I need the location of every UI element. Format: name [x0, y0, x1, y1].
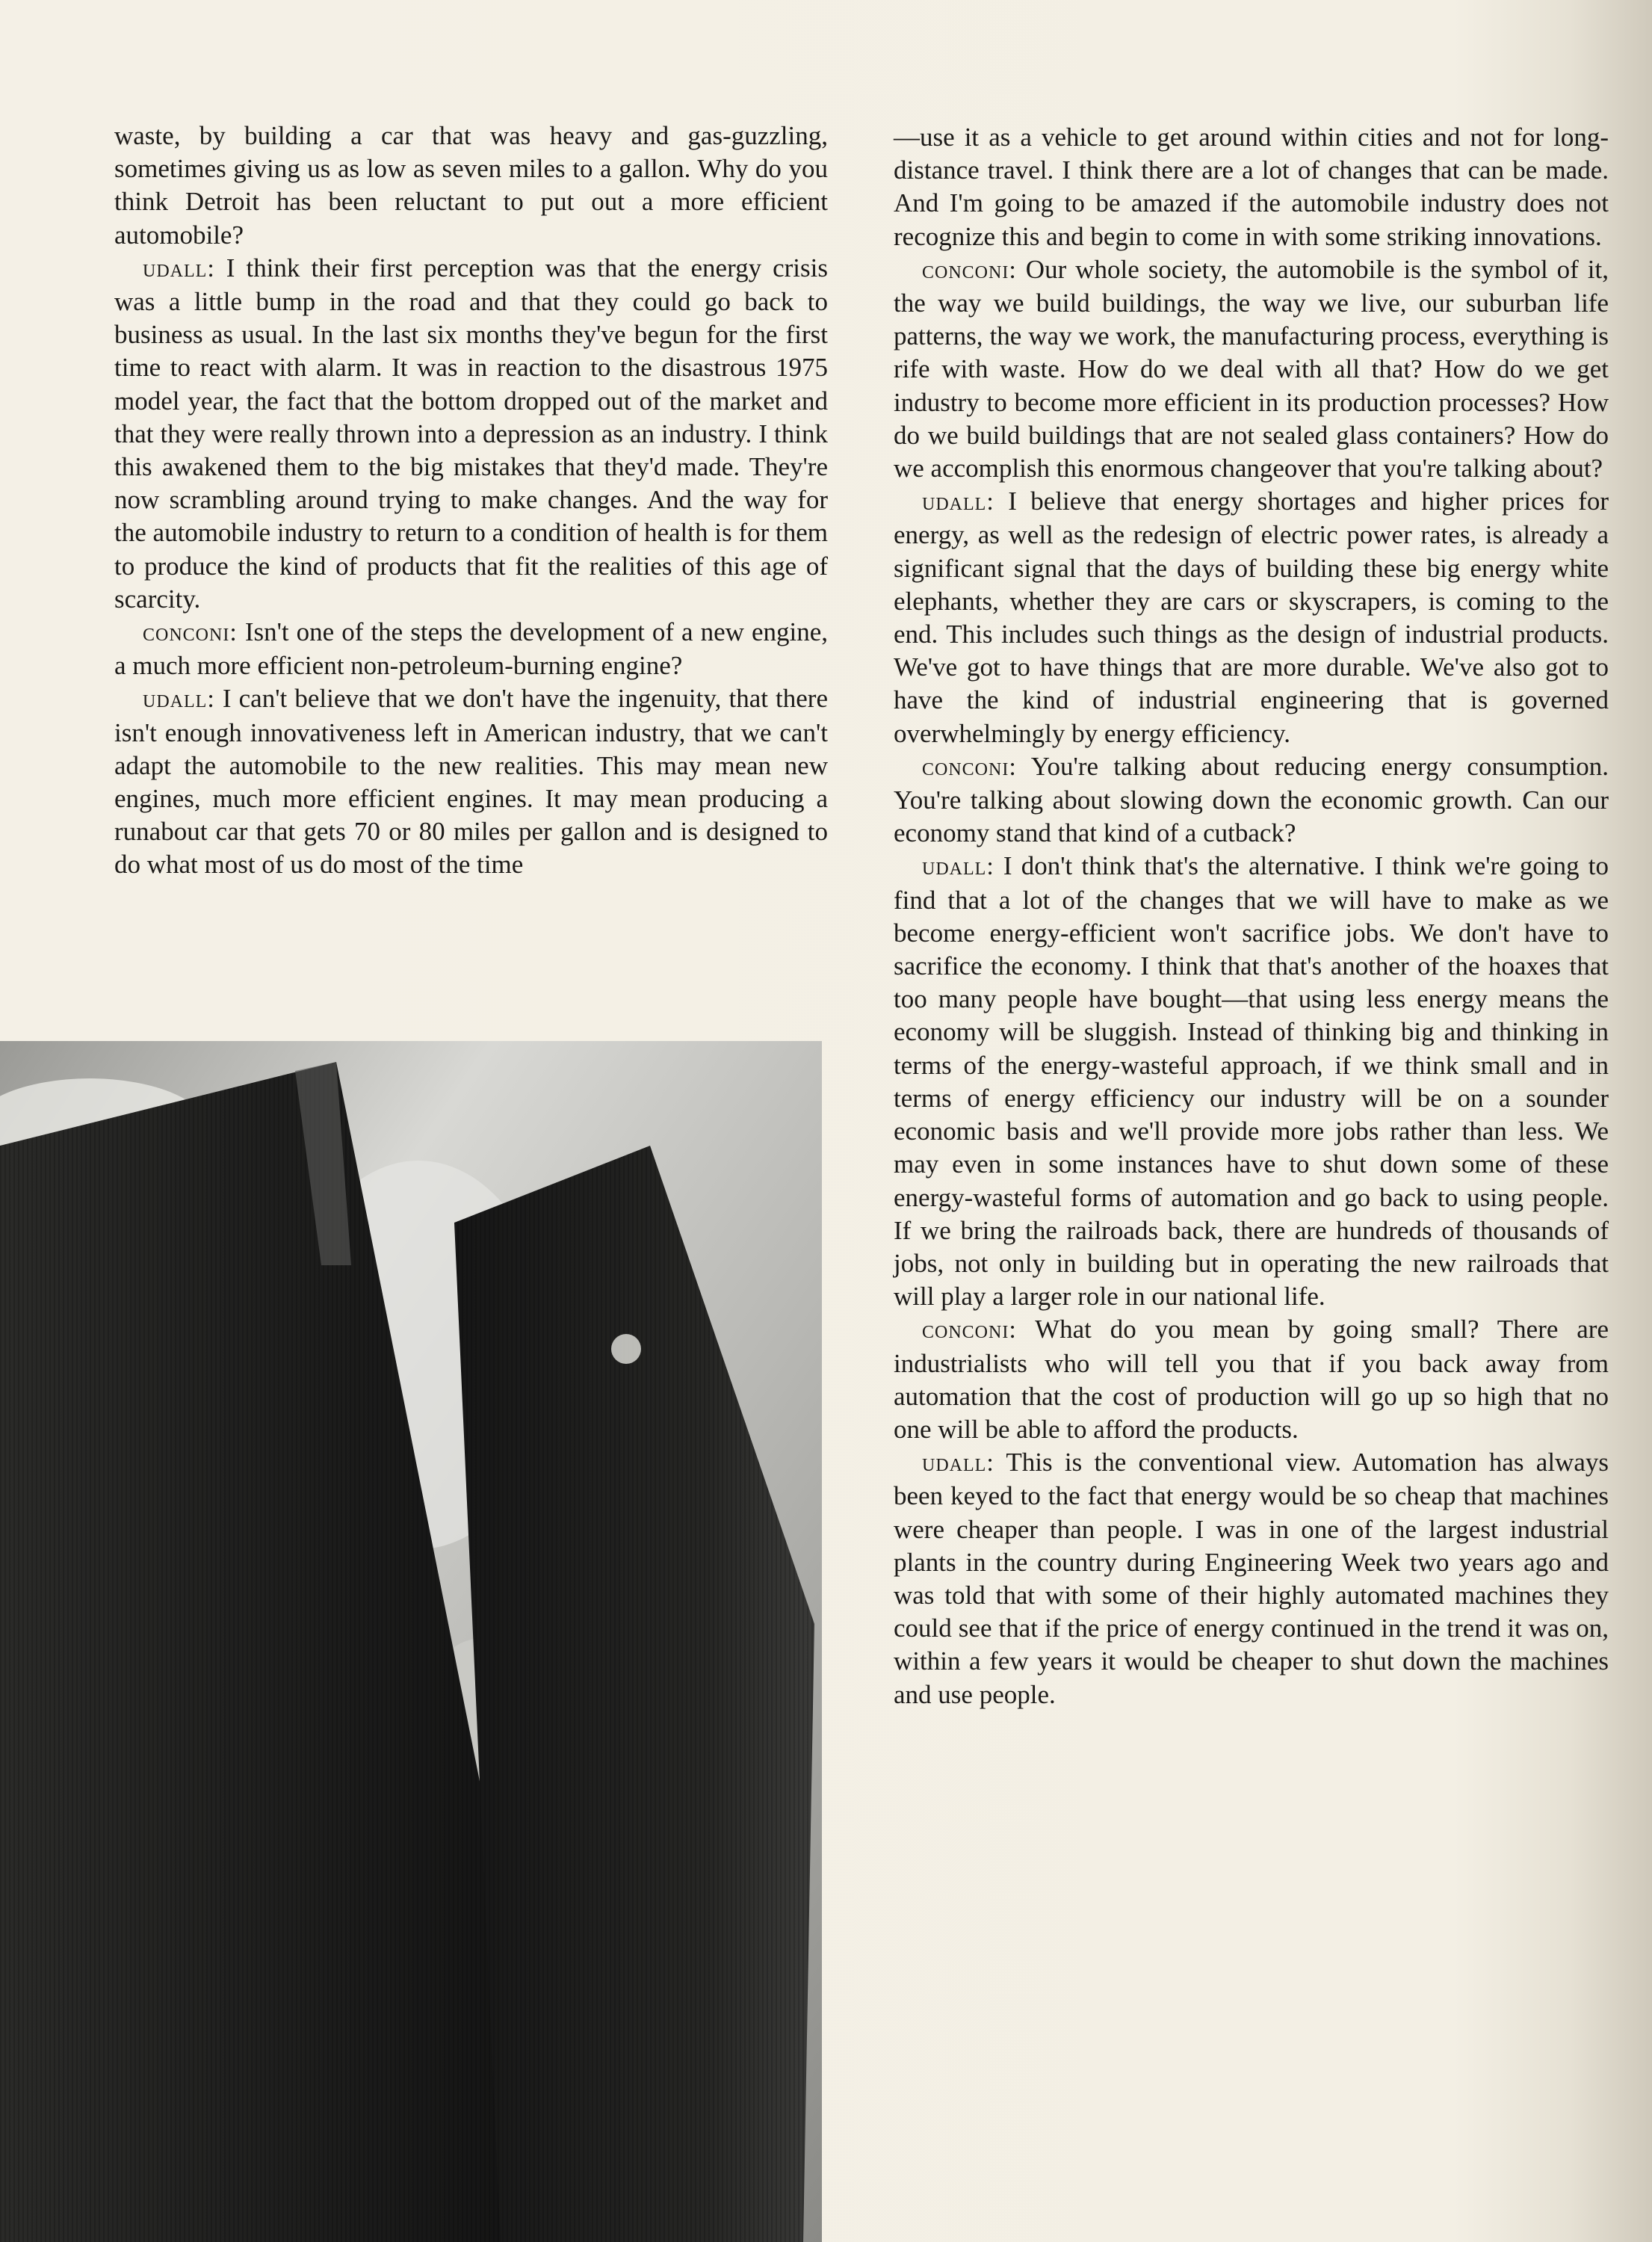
- speaker-name: conconi:: [922, 256, 1017, 284]
- paragraph: [894, 750, 1609, 850]
- paragraph: [894, 485, 1609, 750]
- speaker-name: conconi:: [922, 753, 1017, 781]
- paragraph: [114, 616, 828, 682]
- paragraph: [894, 1446, 1609, 1711]
- paragraph: [114, 120, 828, 252]
- speaker-name: udall:: [922, 1449, 994, 1477]
- speaker-name: conconi:: [143, 619, 238, 647]
- speaker-name: udall:: [143, 685, 215, 714]
- paragraph-text: —use it as a vehicle to get around within cities and not for long-distance travel. I think there are a lot of changes that can be made. And I'm going to be amazed if the automobile industry does not recognize this and begin to come in with some striking innovations.: [894, 123, 1609, 251]
- paragraph-text: I can't believe that we don't have the ingenuity, that there isn't enough innovativeness left in American industry, that we can't adapt the automobile to the new realities. This may mean new engines, much more efficient engines. It may mean producing a runabout car that gets 70 or 80 miles per gallon and is designed to do what most of us do most of the time: [114, 684, 829, 880]
- speaker-name: conconi:: [922, 1316, 1017, 1344]
- speaker-name: udall:: [922, 853, 994, 881]
- paragraph-text: waste, by building a car that was heavy and gas-guzzling, sometimes giving us as low as seven miles to a gallon. Why do you think Detroit has been reluctant to put out a more efficient automobile?: [114, 121, 828, 250]
- paragraph-text: This is the conventional view. Automation has always been keyed to the fact that energy would be so cheap that machines were cheaper than people. I was in one of the largest industrial plants in the country during Engineering Week two years ago and was told that with some of their highly automated machines they could see that if the price of energy continued in the trend it was on, within a few years it would be cheaper to shut down the machines and use people.: [894, 1448, 1609, 1709]
- paragraph: [114, 682, 828, 881]
- paragraph: [894, 121, 1609, 253]
- paragraph-text: Isn't one of the steps the development of a new engine, a much more efficient non-petroleum-burning engine?: [114, 617, 829, 681]
- paragraph-text: Our whole society, the automobile is the symbol of it, the way we build buildings, the way we live, our suburban life patterns, the way we work, the manufacturing process, everything is rife with waste. How do we deal with all that? How do we get industry to become more efficient in its production processes? How do we build buildings that are not sealed glass containers? How do we accomplish this enormous changeover that you're talking about?: [894, 254, 1609, 484]
- paragraph-text: I think their first perception was that the energy crisis was a little bump in the road and that they could go back to business as usual. In the last six months they've begun for the first time to react with alarm. It was in reaction to the disastrous 1975 model year, the fact that the bottom dropped out of the market and that they were really thrown into a depression as an industry. I think this awakened them to the big mistakes that they'd made. They're now scrambling around trying to make changes. And the way for the automobile industry to return to a condition of health is for them to produce the kind of products that fit the realities of this age of scarcity.: [114, 253, 828, 614]
- sun-glare: [611, 1334, 641, 1364]
- paragraph: [894, 1313, 1609, 1446]
- left-text-column: [114, 120, 828, 882]
- paragraph-text: You're talking about reducing energy consumption. You're talking about slowing down the economic growth. Can our economy stand that kind of a cutback?: [894, 751, 1609, 848]
- skyscraper-photo: [0, 1041, 822, 2242]
- paragraph-text: I don't think that's the alternative. I think we're going to find that a lot of the changes that we will have to make as we become energy-efficient won't sacrifice jobs. We don't have to sacrifice the economy. I think that that's another of the hoaxes that too many people have bought—that using less energy means the economy will be sluggish. Instead of thinking big and thinking in terms of the energy-wasteful approach, if we think small and in terms of energy efficiency our industry will be on a sounder economic basis and we'll provide more jobs rather than less. We may even in some instances have to shut down some of these energy-wasteful forms of automation and go back to using people. If we bring the railroads back, there are hundreds of thousands of jobs, not only in building but in operating the new railroads that will play a larger role in our national life.: [894, 851, 1609, 1312]
- paragraph-text: I believe that energy shortages and higher prices for energy, as well as the redesign of electric power rates, is already a significant signal that the days of building these big energy white elephants, whether they are cars or skyscrapers, is coming to the end. This includes such things as the design of industrial products. We've got to have things that are more durable. We've also got to have the kind of industrial engineering that is governed overwhelmingly by energy efficiency.: [894, 487, 1609, 748]
- right-text-column: [894, 121, 1609, 1711]
- paragraph: [894, 253, 1609, 485]
- speaker-name: udall:: [922, 488, 994, 516]
- paragraph-text: What do you mean by going small? There are industrialists who will tell you that if you back away from automation that the cost of production will go up so high that no one will be able to afford the products.: [894, 1315, 1609, 1444]
- paragraph: [114, 252, 828, 616]
- speaker-name: udall:: [143, 254, 215, 282]
- paragraph: [894, 850, 1609, 1313]
